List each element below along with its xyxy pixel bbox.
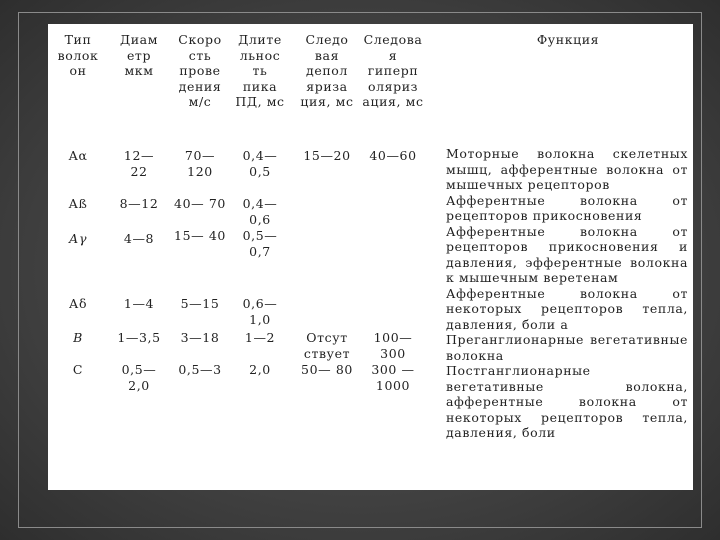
row-speed: 3—18 bbox=[180, 330, 220, 345]
row-diameter: 8—12 bbox=[119, 196, 159, 211]
row-type: Аδ bbox=[68, 296, 88, 311]
header-function: Функция bbox=[536, 32, 600, 47]
function-text: Моторные волокна скелетных мышц, афферентные волокна от мышечных рецепторов bbox=[446, 146, 688, 192]
row-type: Аß bbox=[68, 196, 88, 211]
row-duration: 1—2 bbox=[244, 330, 276, 345]
row-hyperpolarization: 100— 300 bbox=[373, 330, 413, 361]
row-type: Аγ bbox=[68, 231, 88, 246]
row-type: В bbox=[73, 330, 83, 345]
row-depolarization: Отсут ствует bbox=[303, 330, 351, 361]
row-diameter: 4—8 bbox=[123, 231, 155, 246]
slide bbox=[48, 24, 693, 490]
header-fiber-type: Тип волок он bbox=[57, 32, 99, 78]
function-text: Афферентные волокна от рецепторов прикосновения bbox=[446, 192, 688, 223]
header-peak-duration: Длите льнос ть пика ПД, мс bbox=[235, 32, 285, 109]
row-hyperpolarization: 300 —1000 bbox=[371, 362, 415, 393]
row-duration: 2,0 bbox=[249, 362, 271, 377]
row-type: Аα bbox=[68, 148, 88, 163]
function-text: Афферентные волокна от рецепторов прикосновения и давления, эфферентные волокна к мышечным веретенам bbox=[446, 223, 688, 285]
row-depolarization: 15—20 bbox=[303, 148, 351, 163]
row-speed: 15— 40 bbox=[174, 228, 226, 243]
row-diameter: 1—3,5 bbox=[117, 330, 161, 345]
row-duration: 0,4— 0,6 bbox=[242, 196, 278, 227]
header-trace-hyperpolarization: Следова я гиперп оляриз ация, мс bbox=[362, 32, 424, 109]
row-speed: 40— 70 bbox=[174, 196, 226, 211]
function-text: Преганглионарные вегетативные волокна bbox=[446, 332, 688, 363]
row-speed: 5—15 bbox=[180, 296, 220, 311]
row-speed: 70— 120 bbox=[184, 148, 216, 179]
row-duration: 0,5— 0,7 bbox=[242, 228, 278, 259]
row-hyperpolarization: 40—60 bbox=[369, 148, 417, 163]
row-type: С bbox=[72, 362, 84, 377]
row-diameter: 1—4 bbox=[123, 296, 155, 311]
row-speed: 0,5—3 bbox=[178, 362, 222, 377]
function-text: Афферентные волокна от некоторых рецепторов тепла, давления, боли а bbox=[446, 285, 688, 332]
row-duration: 0,6— 1,0 bbox=[242, 296, 278, 327]
function-text: Постганглионарные вегетативные волокна, афферентные волокна от некоторых рецепторов тепла, давления, боли bbox=[446, 363, 688, 440]
row-diameter: 0,5— 2,0 bbox=[121, 362, 157, 393]
row-diameter: 12—22 bbox=[123, 148, 155, 179]
row-depolarization: 50— 80 bbox=[301, 362, 353, 377]
header-diameter: Диам етр мкм bbox=[119, 32, 159, 78]
function-column bbox=[446, 146, 688, 441]
header-trace-depolarization: Следо вая депол яриза ция, мс bbox=[300, 32, 354, 109]
header-conduction-speed: Скоро сть прове дения м/с bbox=[178, 32, 222, 109]
row-duration: 0,4— 0,5 bbox=[242, 148, 278, 179]
